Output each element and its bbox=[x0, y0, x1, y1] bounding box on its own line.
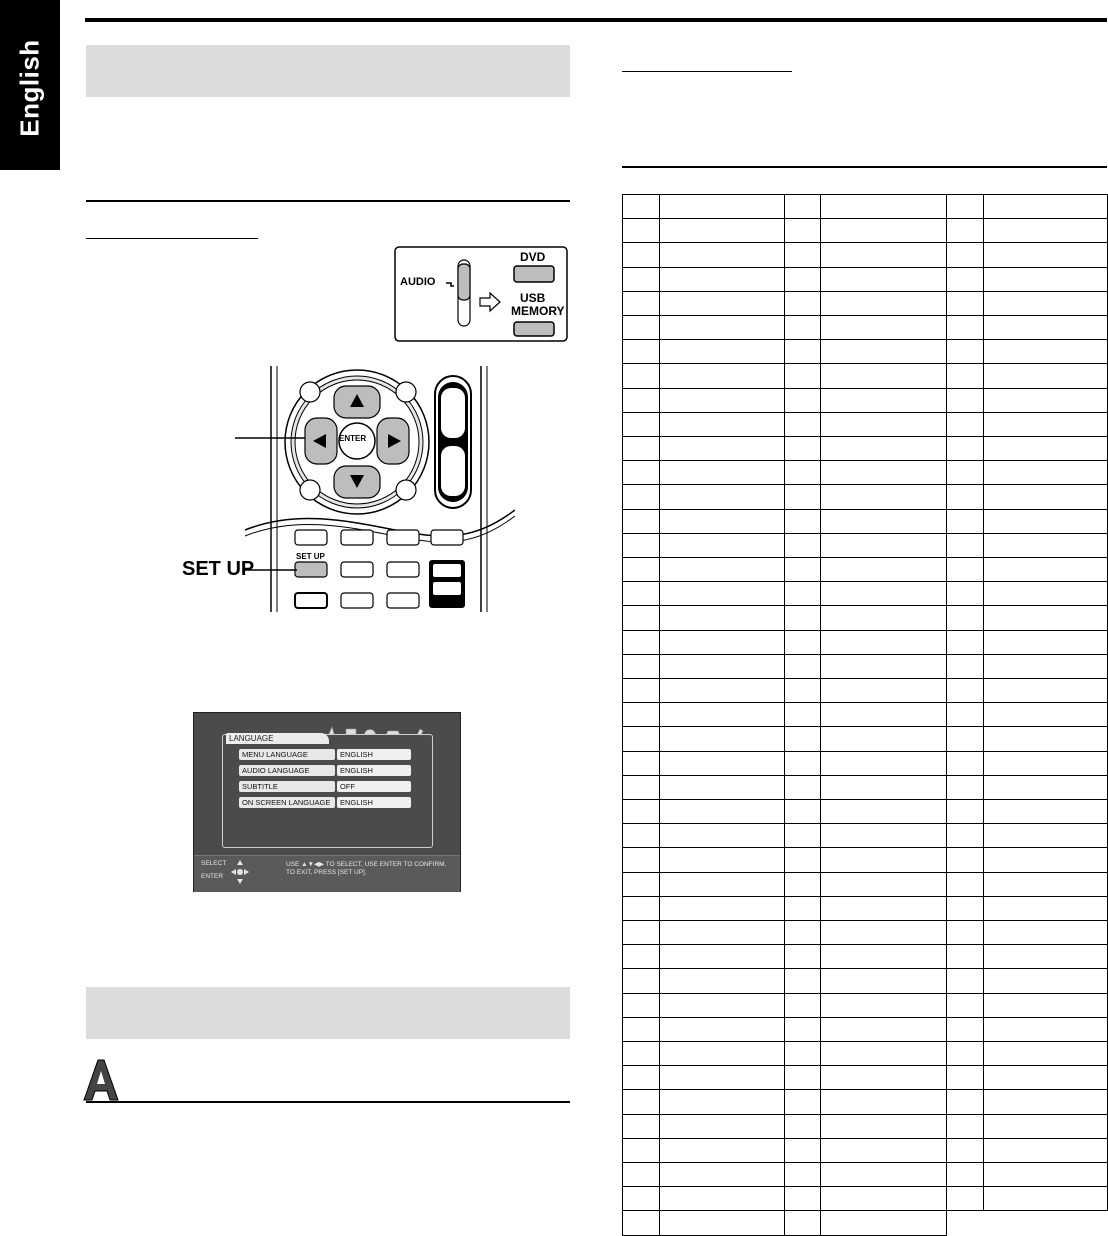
table-cell bbox=[622, 678, 660, 703]
table-cell bbox=[946, 605, 984, 631]
table-cell bbox=[784, 1065, 821, 1090]
table-cell bbox=[784, 218, 821, 243]
table-cell bbox=[983, 557, 1108, 582]
table-cell bbox=[946, 799, 984, 824]
table-cell bbox=[820, 1041, 947, 1066]
table-cell bbox=[820, 1114, 947, 1139]
table-cell bbox=[946, 291, 984, 316]
table-cell bbox=[622, 460, 660, 485]
table-cell bbox=[983, 944, 1108, 969]
table-cell bbox=[820, 218, 947, 243]
table-cell bbox=[659, 267, 785, 292]
table-cell bbox=[820, 339, 947, 364]
table-cell bbox=[946, 1114, 984, 1139]
table-cell bbox=[983, 291, 1108, 316]
table-cell bbox=[946, 436, 984, 461]
table-cell bbox=[983, 581, 1108, 606]
language-side-tab bbox=[0, 0, 60, 170]
table-cell bbox=[659, 944, 785, 969]
table-cell bbox=[983, 242, 1108, 268]
table-cell bbox=[784, 872, 821, 897]
table-cell bbox=[820, 823, 947, 848]
remote-drawing bbox=[175, 360, 515, 620]
osd-select-label: SELECT bbox=[201, 860, 227, 867]
table-cell bbox=[983, 993, 1108, 1018]
table-cell bbox=[983, 363, 1108, 389]
table-cell bbox=[983, 1041, 1108, 1066]
table-cell bbox=[659, 605, 785, 631]
table-cell bbox=[946, 1017, 984, 1042]
table-cell bbox=[784, 1210, 821, 1236]
table-cell bbox=[983, 726, 1108, 752]
table-cell bbox=[659, 218, 785, 243]
table-cell bbox=[983, 460, 1108, 485]
osd-footer bbox=[194, 855, 460, 892]
table-cell bbox=[784, 242, 821, 268]
table-cell bbox=[983, 1162, 1108, 1187]
table-cell bbox=[784, 1041, 821, 1066]
table-cell bbox=[983, 218, 1108, 243]
table-cell bbox=[784, 1138, 821, 1163]
table-cell bbox=[784, 847, 821, 873]
table-cell bbox=[946, 460, 984, 485]
letter-a-icon bbox=[80, 1058, 120, 1102]
table-cell bbox=[659, 630, 785, 655]
osd-instruction-line1: USE ▲▼◀▶ TO SELECT, USE ENTER TO CONFIRM. bbox=[286, 861, 447, 868]
table-cell bbox=[820, 242, 947, 268]
table-cell bbox=[820, 605, 947, 631]
table-cell bbox=[983, 1017, 1108, 1042]
usb-label-line1: USB bbox=[520, 291, 546, 305]
table-cell bbox=[622, 726, 660, 752]
table-cell bbox=[983, 605, 1108, 631]
table-cell bbox=[784, 968, 821, 994]
table-cell bbox=[784, 726, 821, 752]
table-cell bbox=[820, 847, 947, 873]
table-cell bbox=[820, 1017, 947, 1042]
table-cell bbox=[659, 1017, 785, 1042]
table-cell bbox=[659, 1210, 785, 1236]
table-cell bbox=[659, 339, 785, 364]
table-cell bbox=[983, 847, 1108, 873]
table-cell bbox=[820, 630, 947, 655]
table-cell bbox=[622, 484, 660, 510]
table-cell bbox=[983, 678, 1108, 703]
table-cell bbox=[659, 557, 785, 582]
table-cell bbox=[784, 339, 821, 364]
table-cell bbox=[784, 920, 821, 945]
table-cell bbox=[946, 872, 984, 897]
table-cell bbox=[784, 363, 821, 389]
table-cell bbox=[622, 1065, 660, 1090]
table-cell bbox=[659, 896, 785, 921]
table-cell bbox=[784, 1186, 821, 1211]
table-cell bbox=[659, 993, 785, 1018]
table-cell bbox=[784, 388, 821, 413]
table-cell bbox=[784, 775, 821, 800]
table-cell bbox=[784, 581, 821, 606]
table-cell bbox=[983, 267, 1108, 292]
table-cell bbox=[622, 557, 660, 582]
table-cell bbox=[983, 315, 1108, 340]
table-cell bbox=[622, 630, 660, 655]
table-cell bbox=[784, 1162, 821, 1187]
table-cell bbox=[946, 1065, 984, 1090]
table-cell bbox=[820, 1089, 947, 1115]
table-cell bbox=[983, 484, 1108, 510]
osd-instruction-line2: TO EXIT, PRESS [SET UP]. bbox=[286, 869, 367, 876]
table-cell bbox=[946, 944, 984, 969]
table-cell bbox=[784, 751, 821, 776]
table-cell bbox=[784, 291, 821, 316]
table-cell bbox=[820, 751, 947, 776]
table-cell bbox=[946, 557, 984, 582]
table-cell bbox=[983, 388, 1108, 413]
table-cell bbox=[946, 242, 984, 268]
table-cell bbox=[622, 1017, 660, 1042]
table-cell bbox=[820, 993, 947, 1018]
table-cell bbox=[946, 1162, 984, 1187]
table-cell bbox=[659, 872, 785, 897]
table-cell bbox=[983, 194, 1108, 219]
table-cell bbox=[946, 1041, 984, 1066]
table-cell bbox=[659, 291, 785, 316]
side-tab-label: English bbox=[14, 39, 45, 137]
table-cell bbox=[983, 968, 1108, 994]
table-cell bbox=[983, 920, 1108, 945]
table-cell bbox=[659, 484, 785, 510]
table-cell bbox=[784, 944, 821, 969]
section-heading-box-1 bbox=[86, 45, 570, 97]
table-cell bbox=[784, 1114, 821, 1139]
table-cell bbox=[946, 315, 984, 340]
table-cell bbox=[820, 460, 947, 485]
table-cell bbox=[820, 678, 947, 703]
table-cell bbox=[983, 1114, 1108, 1139]
table-cell bbox=[659, 847, 785, 873]
table-cell bbox=[820, 533, 947, 558]
table-cell bbox=[983, 533, 1108, 558]
table-cell bbox=[946, 412, 984, 437]
table-cell bbox=[983, 1089, 1108, 1115]
section-heading-box-2 bbox=[86, 987, 570, 1039]
table-cell bbox=[622, 1114, 660, 1139]
table-cell bbox=[784, 630, 821, 655]
table-cell bbox=[622, 1041, 660, 1066]
table-cell bbox=[622, 218, 660, 243]
table-cell bbox=[820, 412, 947, 437]
table-cell bbox=[820, 267, 947, 292]
table-cell bbox=[983, 823, 1108, 848]
table-cell bbox=[946, 1186, 984, 1211]
table-cell bbox=[946, 775, 984, 800]
table-cell bbox=[784, 1017, 821, 1042]
table-top-rule bbox=[622, 166, 1107, 168]
table-cell bbox=[946, 726, 984, 752]
table-cell bbox=[820, 775, 947, 800]
table-cell bbox=[659, 1089, 785, 1115]
table-cell bbox=[983, 702, 1108, 727]
table-cell bbox=[946, 896, 984, 921]
table-cell bbox=[659, 1065, 785, 1090]
table-cell bbox=[983, 775, 1108, 800]
section-divider-1 bbox=[86, 200, 570, 202]
table-cell bbox=[784, 993, 821, 1018]
table-cell bbox=[946, 194, 984, 219]
table-cell bbox=[946, 968, 984, 994]
table-cell bbox=[946, 751, 984, 776]
table-cell bbox=[820, 1162, 947, 1187]
table-cell bbox=[622, 267, 660, 292]
top-rule bbox=[85, 18, 1107, 22]
table-cell bbox=[820, 557, 947, 582]
table-cell bbox=[659, 460, 785, 485]
table-cell bbox=[659, 509, 785, 534]
table-cell bbox=[820, 388, 947, 413]
table-cell bbox=[784, 654, 821, 679]
table-cell bbox=[983, 799, 1108, 824]
table-cell bbox=[820, 315, 947, 340]
setup-callout-label: SET UP bbox=[182, 558, 255, 580]
audio-label: AUDIO bbox=[400, 276, 436, 288]
osd-row-value: OFF bbox=[337, 781, 411, 792]
table-cell bbox=[622, 509, 660, 534]
table-cell bbox=[622, 896, 660, 921]
table-cell bbox=[659, 726, 785, 752]
subheading-underline-2 bbox=[622, 71, 792, 72]
table-cell bbox=[983, 630, 1108, 655]
table-cell bbox=[946, 654, 984, 679]
table-cell bbox=[983, 412, 1108, 437]
audio-source-switch-diagram bbox=[394, 246, 568, 342]
osd-row-label: SUBTITLE bbox=[239, 781, 335, 792]
table-cell bbox=[659, 363, 785, 389]
osd-row-label: ON SCREEN LANGUAGE bbox=[239, 797, 335, 808]
table-cell bbox=[659, 1186, 785, 1211]
table-cell bbox=[820, 702, 947, 727]
table-cell bbox=[659, 678, 785, 703]
table-cell bbox=[659, 1114, 785, 1139]
table-cell bbox=[659, 315, 785, 340]
table-cell bbox=[622, 436, 660, 461]
table-cell bbox=[983, 1138, 1108, 1163]
table-cell bbox=[820, 581, 947, 606]
table-cell bbox=[946, 993, 984, 1018]
table-cell bbox=[622, 533, 660, 558]
table-cell bbox=[622, 581, 660, 606]
table-cell bbox=[946, 630, 984, 655]
table-cell bbox=[946, 1138, 984, 1163]
table-cell bbox=[820, 1138, 947, 1163]
table-cell bbox=[622, 968, 660, 994]
table-cell bbox=[784, 557, 821, 582]
table-cell bbox=[659, 1041, 785, 1066]
setup-menu-screen bbox=[193, 712, 461, 892]
table-cell bbox=[946, 1089, 984, 1115]
table-cell bbox=[820, 1210, 947, 1236]
table-cell bbox=[622, 872, 660, 897]
table-cell bbox=[622, 1210, 660, 1236]
table-cell bbox=[659, 968, 785, 994]
table-cell bbox=[659, 920, 785, 945]
table-cell bbox=[946, 678, 984, 703]
table-cell bbox=[820, 799, 947, 824]
table-cell bbox=[820, 654, 947, 679]
table-cell bbox=[622, 412, 660, 437]
table-cell bbox=[659, 412, 785, 437]
table-cell bbox=[659, 581, 785, 606]
table-cell bbox=[784, 896, 821, 921]
table-cell bbox=[622, 194, 660, 219]
table-cell bbox=[622, 1186, 660, 1211]
table-cell bbox=[820, 194, 947, 219]
table-cell bbox=[946, 702, 984, 727]
table-cell bbox=[622, 1162, 660, 1187]
table-cell bbox=[946, 363, 984, 389]
dvd-label: DVD bbox=[520, 250, 546, 264]
usb-label-line2: MEMORY bbox=[511, 304, 565, 318]
setup-key-label: SET UP bbox=[296, 552, 325, 561]
table-cell bbox=[622, 1089, 660, 1115]
table-cell bbox=[820, 896, 947, 921]
table-cell bbox=[784, 702, 821, 727]
table-cell bbox=[622, 751, 660, 776]
table-cell bbox=[784, 509, 821, 534]
table-cell bbox=[784, 194, 821, 219]
table-cell bbox=[983, 654, 1108, 679]
table-cell bbox=[622, 388, 660, 413]
section-divider-2 bbox=[86, 1101, 570, 1103]
table-cell bbox=[784, 412, 821, 437]
subheading-underline-1 bbox=[86, 238, 258, 239]
table-cell bbox=[983, 1186, 1108, 1211]
osd-cursor-keys-icon bbox=[230, 859, 250, 885]
table-cell bbox=[946, 920, 984, 945]
table-cell bbox=[622, 702, 660, 727]
table-cell bbox=[946, 823, 984, 848]
table-cell bbox=[659, 242, 785, 268]
table-cell bbox=[983, 436, 1108, 461]
table-cell bbox=[659, 799, 785, 824]
table-cell bbox=[622, 1138, 660, 1163]
table-cell bbox=[659, 751, 785, 776]
remote-control-illustration bbox=[175, 360, 515, 625]
table-cell bbox=[946, 847, 984, 873]
table-cell bbox=[659, 533, 785, 558]
table-cell bbox=[784, 799, 821, 824]
table-cell bbox=[659, 1162, 785, 1187]
table-cell bbox=[820, 436, 947, 461]
osd-menu-title: LANGUAGE bbox=[226, 733, 329, 744]
table-cell bbox=[622, 775, 660, 800]
table-cell bbox=[784, 533, 821, 558]
table-cell bbox=[784, 436, 821, 461]
table-cell bbox=[946, 581, 984, 606]
table-cell bbox=[946, 267, 984, 292]
table-cell bbox=[983, 509, 1108, 534]
table-cell bbox=[820, 872, 947, 897]
table-cell bbox=[820, 920, 947, 945]
table-cell bbox=[659, 388, 785, 413]
table-cell bbox=[946, 509, 984, 534]
table-cell bbox=[820, 1065, 947, 1090]
table-cell bbox=[784, 315, 821, 340]
table-cell bbox=[820, 726, 947, 752]
table-cell bbox=[622, 315, 660, 340]
table-cell bbox=[946, 218, 984, 243]
osd-row-label: MENU LANGUAGE bbox=[239, 749, 335, 760]
table-cell bbox=[622, 291, 660, 316]
table-cell bbox=[946, 388, 984, 413]
table-cell bbox=[820, 509, 947, 534]
table-cell bbox=[946, 533, 984, 558]
table-cell bbox=[983, 872, 1108, 897]
osd-row-value: ENGLISH bbox=[337, 765, 411, 776]
table-cell bbox=[983, 1065, 1108, 1090]
table-cell bbox=[820, 291, 947, 316]
table-cell bbox=[946, 484, 984, 510]
table-cell bbox=[659, 823, 785, 848]
table-cell bbox=[820, 363, 947, 389]
table-cell bbox=[659, 702, 785, 727]
table-cell bbox=[784, 605, 821, 631]
table-cell bbox=[820, 484, 947, 510]
enter-key-label: ENTER bbox=[339, 434, 367, 443]
table-cell bbox=[946, 339, 984, 364]
osd-enter-label: ENTER bbox=[201, 873, 224, 880]
table-cell bbox=[622, 993, 660, 1018]
table-cell bbox=[659, 436, 785, 461]
table-cell bbox=[784, 484, 821, 510]
table-cell bbox=[622, 920, 660, 945]
osd-row-value: ENGLISH bbox=[337, 749, 411, 760]
table-cell bbox=[622, 799, 660, 824]
table-cell bbox=[820, 968, 947, 994]
table-cell bbox=[784, 823, 821, 848]
table-cell bbox=[820, 1186, 947, 1211]
osd-row-label: AUDIO LANGUAGE bbox=[239, 765, 335, 776]
table-cell bbox=[784, 678, 821, 703]
table-cell bbox=[622, 944, 660, 969]
table-cell bbox=[622, 605, 660, 631]
table-cell bbox=[659, 1138, 785, 1163]
table-cell bbox=[622, 339, 660, 364]
table-cell bbox=[622, 823, 660, 848]
table-cell bbox=[784, 267, 821, 292]
table-cell bbox=[983, 751, 1108, 776]
table-cell bbox=[983, 896, 1108, 921]
table-cell bbox=[659, 194, 785, 219]
table-cell bbox=[784, 1089, 821, 1115]
osd-row-value: ENGLISH bbox=[337, 797, 411, 808]
table-cell bbox=[784, 460, 821, 485]
table-cell bbox=[622, 363, 660, 389]
table-cell bbox=[622, 847, 660, 873]
table-cell bbox=[983, 339, 1108, 364]
table-cell bbox=[622, 242, 660, 268]
table-cell bbox=[622, 654, 660, 679]
table-cell bbox=[820, 944, 947, 969]
table-cell bbox=[659, 775, 785, 800]
table-cell bbox=[659, 654, 785, 679]
